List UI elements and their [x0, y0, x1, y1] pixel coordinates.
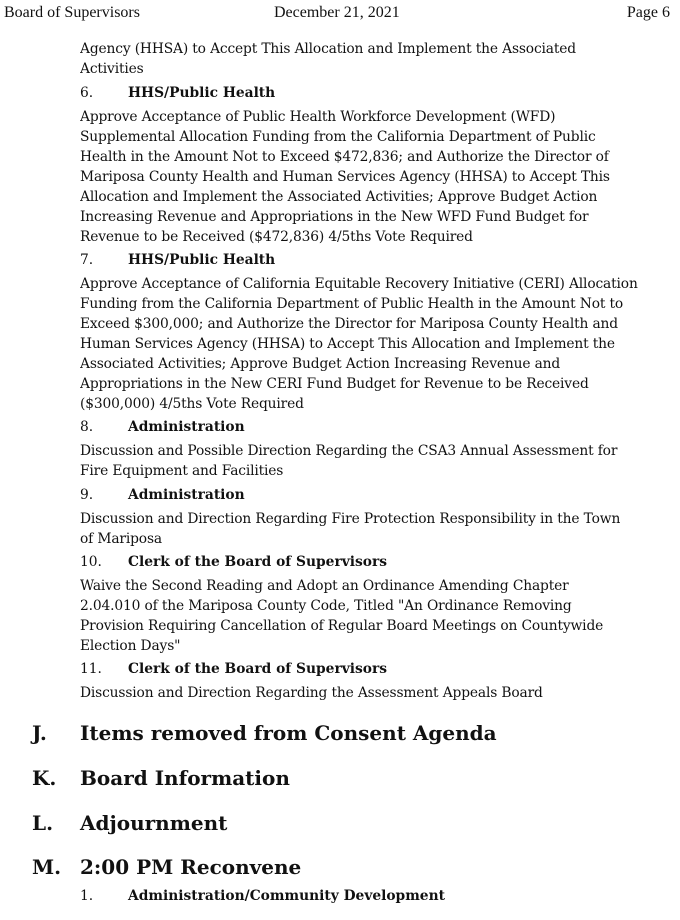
- item-department: Clerk of the Board of Supervisors: [128, 661, 387, 677]
- agenda-item-9-description: [80, 509, 670, 549]
- text-line: Discussion and Direction Regarding the Assessment Appeals Board: [80, 685, 543, 701]
- agenda-item-7-description: [80, 274, 670, 414]
- item-number: 8.: [80, 419, 94, 435]
- text-line: ($300,000) 4/5ths Vote Required: [80, 396, 304, 412]
- header-date: December 21, 2021: [274, 4, 400, 21]
- section-letter: K.: [32, 766, 57, 790]
- text-line: Revenue to be Received ($472,836) 4/5ths Vote Required: [80, 229, 473, 245]
- text-line: of Mariposa: [80, 531, 162, 547]
- item-department: Clerk of the Board of Supervisors: [128, 554, 387, 570]
- header-board-name: Board of Supervisors: [4, 4, 140, 21]
- item-department: HHS/Public Health: [128, 85, 276, 101]
- text-line: Election Days": [80, 638, 181, 654]
- page-header: [0, 4, 680, 24]
- section-title: Items removed from Consent Agenda: [80, 721, 497, 745]
- text-line: Funding from the California Department of Public Health in the Amount Not to: [80, 296, 624, 312]
- text-line: Waive the Second Reading and Adopt an Ordinance Amending Chapter: [80, 578, 569, 594]
- continuation-text: [80, 39, 670, 79]
- section-letter: J.: [32, 721, 47, 745]
- item-department: HHS/Public Health: [128, 252, 276, 268]
- text-line: Human Services Agency (HHSA) to Accept This Allocation and Implement the: [80, 336, 615, 352]
- text-line: Supplemental Allocation Funding from the California Department of Public: [80, 129, 596, 145]
- text-line: Health in the Amount Not to Exceed $472,836; and Authorize the Director of: [80, 149, 609, 165]
- agenda-item-10-description: [80, 576, 670, 656]
- section-letter: L.: [32, 811, 54, 835]
- text-line: Mariposa County Health and Human Services Agency (HHSA) to Accept This: [80, 169, 610, 185]
- text-line: Allocation and Implement the Associated Activities; Approve Budget Action: [80, 189, 598, 205]
- agenda-item-6-description: [80, 107, 670, 247]
- text-line: Exceed $300,000; and Authorize the Director for Mariposa County Health and: [80, 316, 618, 332]
- text-line: Discussion and Possible Direction Regarding the CSA3 Annual Assessment for: [80, 443, 618, 459]
- item-number: 10.: [80, 554, 102, 570]
- item-department: Administration/Community Development: [128, 888, 445, 904]
- text-line: Associated Activities; Approve Budget Action Increasing Revenue and: [80, 356, 561, 372]
- text-line: Provision Requiring Cancellation of Regular Board Meetings on Countywide: [80, 618, 604, 634]
- text-line: Approve Acceptance of Public Health Workforce Development (WFD): [80, 109, 556, 125]
- text-line: Fire Equipment and Facilities: [80, 463, 284, 479]
- text-line: Activities: [80, 61, 144, 77]
- item-department: Administration: [128, 487, 245, 503]
- header-page-number: Page 6: [626, 4, 670, 21]
- item-department: Administration: [128, 419, 245, 435]
- text-line: Increasing Revenue and Appropriations in the New WFD Fund Budget for: [80, 209, 589, 225]
- item-number: 6.: [80, 85, 94, 101]
- item-number: 1.: [80, 888, 94, 904]
- item-number: 11.: [80, 661, 102, 677]
- text-line: Discussion and Direction Regarding Fire Protection Responsibility in the Town: [80, 511, 621, 527]
- agenda-item-8-description: [80, 441, 670, 481]
- section-letter: M.: [32, 855, 62, 879]
- text-line: 2.04.010 of the Mariposa County Code, Titled "An Ordinance Removing: [80, 598, 572, 614]
- item-number: 7.: [80, 252, 94, 268]
- item-number: 9.: [80, 487, 94, 503]
- agenda-item-11-description: [80, 683, 670, 703]
- section-title: Adjournment: [80, 811, 228, 835]
- section-title: Board Information: [80, 766, 290, 790]
- text-line: Appropriations in the New CERI Fund Budget for Revenue to be Received: [80, 376, 589, 392]
- text-line: Approve Acceptance of California Equitable Recovery Initiative (CERI) Allocation: [80, 276, 638, 292]
- section-title: 2:00 PM Reconvene: [80, 855, 302, 879]
- text-line: Agency (HHSA) to Accept This Allocation and Implement the Associated: [80, 41, 576, 57]
